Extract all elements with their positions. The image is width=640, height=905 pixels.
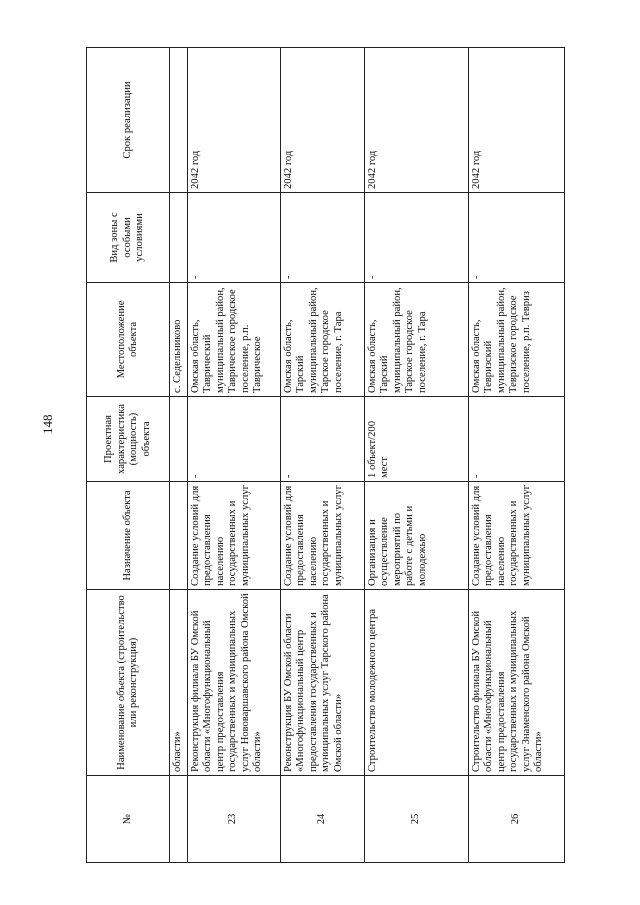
row-term: 2042 год xyxy=(364,48,468,193)
row-name: Реконструкция филиала БУ Омской области «Многофункциональный центр предоставления государственных и муниципальных услуг Нововаршавского района Омской области» xyxy=(187,590,280,776)
table-row xyxy=(364,48,468,863)
row-location: Омская область, Тарский муниципальный район, Тарское городское поселение, г. Тара xyxy=(364,283,468,397)
row-location: Омская область, Тарский муниципальный район, Тарское городское поселение, г. Тара xyxy=(280,283,364,397)
row-name: Строительство филиала БУ Омской области «Многофункциональный центр предоставления государственных и муниципальных услуг Знаменского района Омской области» xyxy=(468,590,564,776)
continuation-name: области» xyxy=(170,590,188,776)
row-term: 2042 год xyxy=(187,48,280,193)
row-num: 26 xyxy=(468,776,564,863)
table-row xyxy=(468,48,564,863)
row-location: Омская область, Тевризский муниципальный район, Тевризское городское поселение, р.п. Тевриз xyxy=(468,283,564,397)
row-zone: - xyxy=(187,193,280,283)
row-purpose: Организация и осуществление мероприятий по работе с детьми и молодежью xyxy=(364,482,468,590)
page-number: 148 xyxy=(40,414,55,434)
row-capacity: 1 объект/200 мест xyxy=(364,397,468,482)
row-zone: - xyxy=(364,193,468,283)
row-purpose: Создание условий для предоставления населению государственных и муниципальных услуг xyxy=(280,482,364,590)
row-num: 23 xyxy=(187,776,280,863)
header-location: Местоположение объекта xyxy=(87,283,170,397)
row-capacity: - xyxy=(468,397,564,482)
row-zone: - xyxy=(468,193,564,283)
row-purpose: Создание условий для предоставления населению государственных и муниципальных услуг xyxy=(468,482,564,590)
row-location: Омская область, Таврический муниципальный район, Таврическое городское поселение, р.п. Таврическое xyxy=(187,283,280,397)
header-row xyxy=(87,48,170,863)
continuation-row xyxy=(170,48,188,863)
header-purpose: Назначение объекта xyxy=(87,482,170,590)
row-num: 24 xyxy=(280,776,364,863)
row-capacity: - xyxy=(280,397,364,482)
row-capacity: - xyxy=(187,397,280,482)
header-name: Наименование объекта (строительство или реконструкция) xyxy=(87,590,170,776)
header-zone: Вид зоны с особыми условиями xyxy=(87,193,170,283)
row-zone: - xyxy=(280,193,364,283)
table-row xyxy=(280,48,364,863)
continuation-location: с. Седельниково xyxy=(170,283,188,397)
header-capacity: Проектная характеристика (мощность) объекта xyxy=(87,397,170,482)
row-num: 25 xyxy=(364,776,468,863)
row-name: Реконструкция БУ Омской области «Многофункциональный центр предоставления государственных и муниципальных услуг Тарского района Омской области» xyxy=(280,590,364,776)
row-term: 2042 год xyxy=(280,48,364,193)
rotated-table-sheet xyxy=(86,48,544,863)
table-row xyxy=(187,48,280,863)
row-purpose: Создание условий для предоставления населению государственных и муниципальных услуг xyxy=(187,482,280,590)
header-num: № xyxy=(87,776,170,863)
objects-table xyxy=(86,47,565,863)
row-name: Строительство молодежного центра xyxy=(364,590,468,776)
row-term: 2042 год xyxy=(468,48,564,193)
header-term: Срок реализации xyxy=(87,48,170,193)
